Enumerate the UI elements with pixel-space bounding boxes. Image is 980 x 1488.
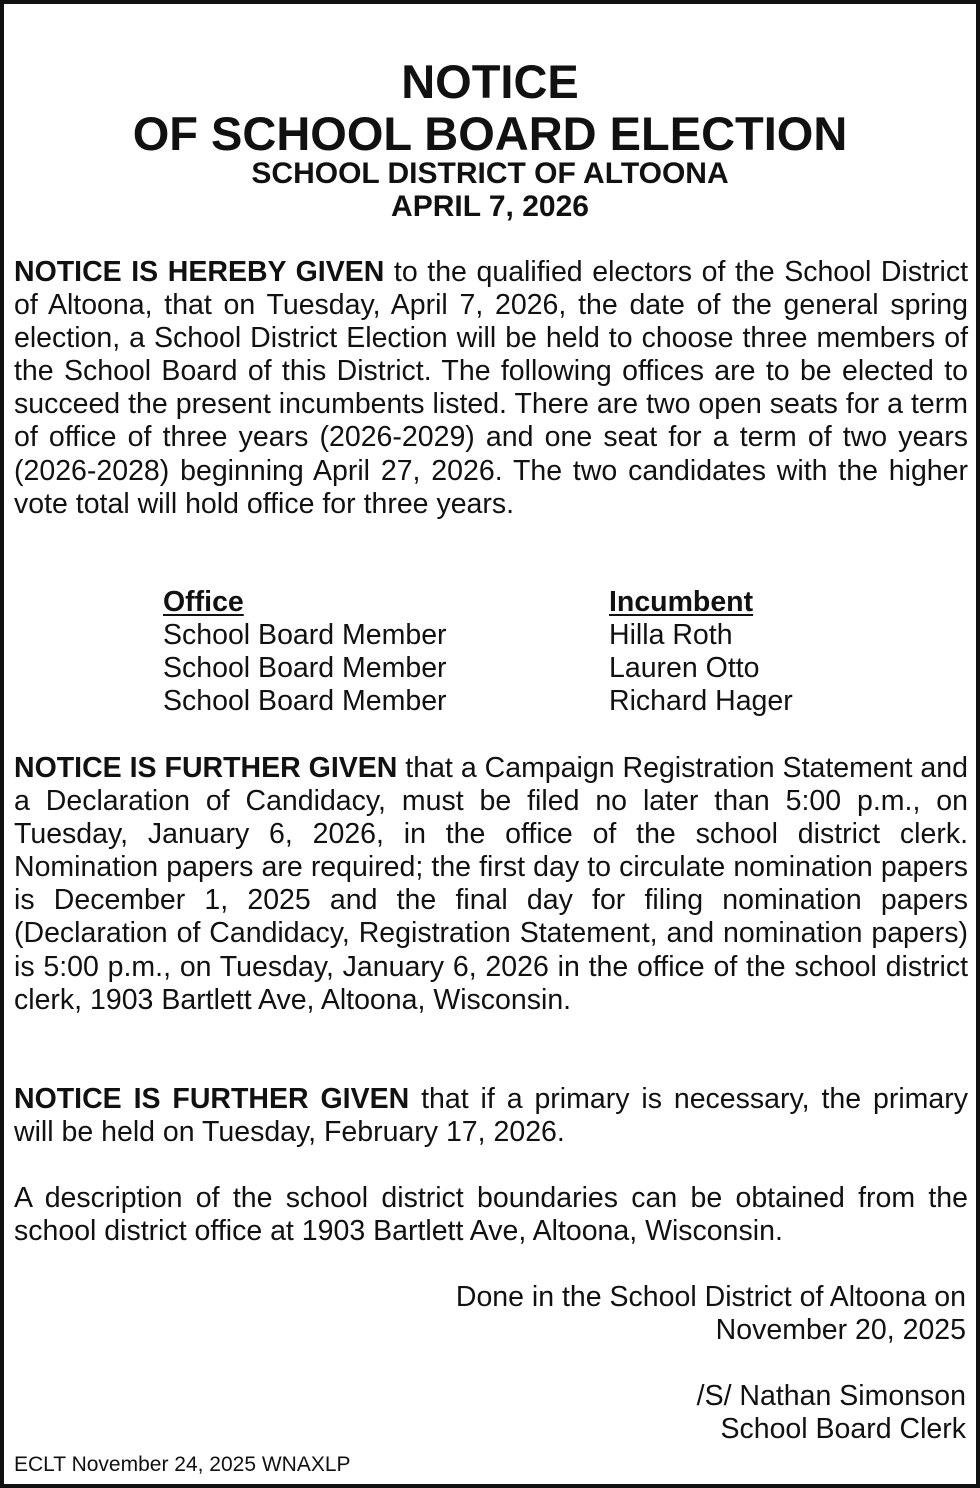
paragraph-boundaries [14,1182,968,1248]
office-cell: School Board Member [163,685,447,717]
office-cell: School Board Member [163,652,447,684]
paragraph-text: that a Campaign Registration Statement and a Declaration of Candidacy, must be filed no later than 5:00 p.m., on Tuesday, January 6, 2026, in the office of the school district clerk. Nomination papers are required; the first day to circulate nomination papers is December 1, 2025 and the final day for filing nomination papers (Declaration of Candidacy, Registration Statement, and nomination papers) is 5:00 p.m., on Tuesday, January 6, 2026 in the office of the school district clerk, 1903 Bartlett Ave, Altoona, Wisconsin. [14,752,968,1016]
paragraph-lead: NOTICE IS FURTHER GIVEN [14,1083,410,1115]
paragraph-text: to the qualified electors of the School District of Altoona, that on Tuesday, April 7, 2026, the date of the general spring election, a School District Election will be held to choose three members of the School Board of this District. The following offices are to be elected to succeed the present incumbents listed. There are two open seats for a term of office of three years (2026-2029) and one seat for a term of two years (2026-2028) beginning April 27, 2026. The two candidates with the higher vote total will hold office for three years. [14,256,969,520]
notice-title-line2: OF SCHOOL BOARD ELECTION [132,107,848,160]
district-name: SCHOOL DISTRICT OF ALTOONA [251,157,729,190]
paragraph-lead: NOTICE IS HEREBY GIVEN [14,256,385,288]
notice-title: NOTICE [401,55,579,108]
signer-title: School Board Clerk [720,1413,966,1445]
signature-block [697,1380,966,1446]
paragraph-hereby-given [14,256,968,521]
done-statement [456,1281,966,1347]
office-column [163,586,447,718]
paragraph-text: A description of the school district boundaries can be obtained from the school district office at 1903 Bartlett Ave, Altoona, Wisconsin. [14,1182,968,1248]
office-cell: School Board Member [163,619,447,651]
publication-footer: ECLT November 24, 2025 WNAXLP [14,1453,351,1476]
signature: /S/ Nathan Simonson [696,1380,966,1412]
incumbent-cell: Richard Hager [609,685,793,717]
paragraph-text: that if a primary is necessary, the primary will be held on Tuesday, February 17, 2026. [14,1083,968,1149]
election-date: APRIL 7, 2026 [391,190,589,223]
office-header: Office [163,586,244,618]
paragraph-further-given-filing [14,752,968,1017]
paragraph-further-given-primary [14,1083,968,1149]
incumbent-cell: Lauren Otto [609,652,760,684]
incumbent-header: Incumbent [609,586,754,618]
incumbent-column [609,586,793,718]
done-line: Done in the School District of Altoona on [455,1281,966,1313]
incumbent-cell: Hilla Roth [609,619,733,651]
paragraph-lead: NOTICE IS FURTHER GIVEN [14,752,398,784]
done-date: November 20, 2025 [715,1314,966,1346]
